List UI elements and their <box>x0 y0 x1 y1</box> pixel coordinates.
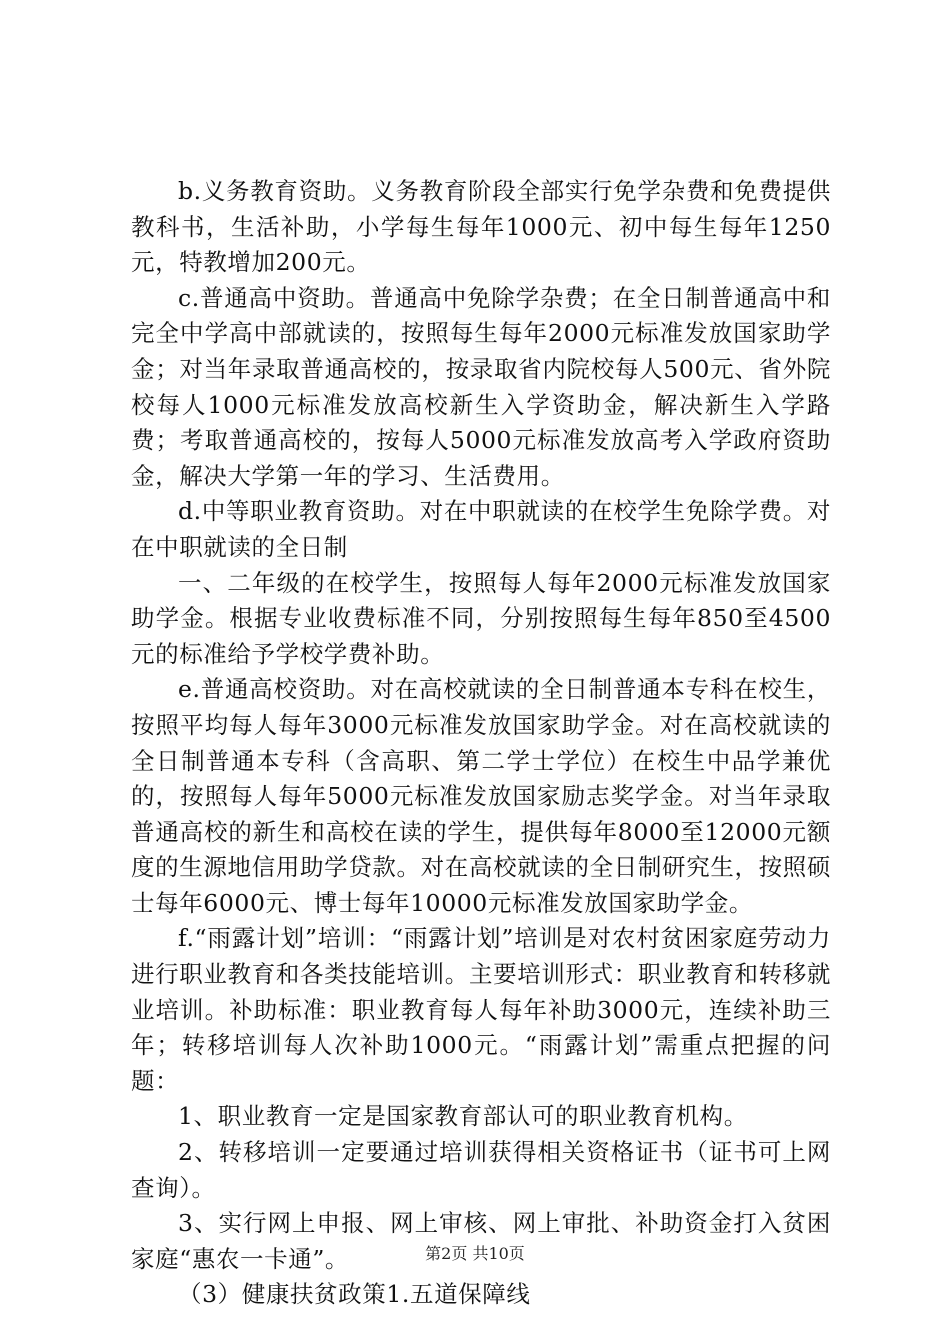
paragraph-item-1: 1、职业教育一定是国家教育部认可的职业教育机构。 <box>178 1102 748 1131</box>
paragraph-vocational-education-aid: d.中等职业教育资助。对在中职就读的在校学生免除学费。对在中职就读的全日制 <box>131 497 831 561</box>
paragraph-item-3: 3、实行网上申报、网上审核、网上审批、补助资金打入贫困家庭“惠农一卡通”。 <box>131 1209 831 1273</box>
document-body <box>131 174 831 1313</box>
section-heading-health-poverty: （3）健康扶贫政策1.五道保障线 <box>178 1280 531 1309</box>
paragraph-high-school-aid: c.普通高中资助。普通高中免除学杂费；在全日制普通高中和完全中学高中部就读的，按照每生每年2000元标准发放国家助学金；对当年录取普通高校的，按录取省内院校每人500元、省外院校每人1000元标准发放高校新生入学资助金，解决新生入学路费；考取普通高校的，按每人5000元标准发放高考入学政府资助金，解决大学第一年的学习、生活费用。 <box>131 283 831 490</box>
paragraph-yulu-plan: f.“雨露计划”培训：“雨露计划”培训是对农村贫困家庭劳动力进行职业教育和各类技能培训。主要培训形式：职业教育和转移就业培训。补助标准：职业教育每人每年补助3000元，连续补助三年；转移培训每人次补助1000元。“雨露计划”需重点把握的问题： <box>131 924 831 1095</box>
paragraph-compulsory-education-aid: b.义务教育资助。义务教育阶段全部实行免学杂费和免费提供教科书，生活补助，小学每生每年1000元、初中每生每年1250元，特教增加200元。 <box>131 177 831 277</box>
page-footer: 第2页 共10页 <box>425 1244 525 1263</box>
paragraph-vocational-grade-aid: 一、二年级的在校学生，按照每人每年2000元标准发放国家助学金。根据专业收费标准不同，分别按照每生每年850至4500元的标准给予学校学费补助。 <box>131 568 831 668</box>
paragraph-university-aid: e.普通高校资助。对在高校就读的全日制普通本专科在校生，按照平均每人每年3000元标准发放国家助学金。对在高校就读的全日制普通本专科（含高职、第二学士学位）在校生中品学兼优的，按照每人每年5000元标准发放国家励志奖学金。对当年录取普通高校的新生和高校在读的学生，提供每年8000至12000元额度的生源地信用助学贷款。对在高校就读的全日制研究生，按照硕士每年6000元、博士每年10000元标准发放国家助学金。 <box>131 675 831 917</box>
paragraph-item-2: 2、转移培训一定要通过培训获得相关资格证书（证书可上网查询）。 <box>131 1138 831 1202</box>
